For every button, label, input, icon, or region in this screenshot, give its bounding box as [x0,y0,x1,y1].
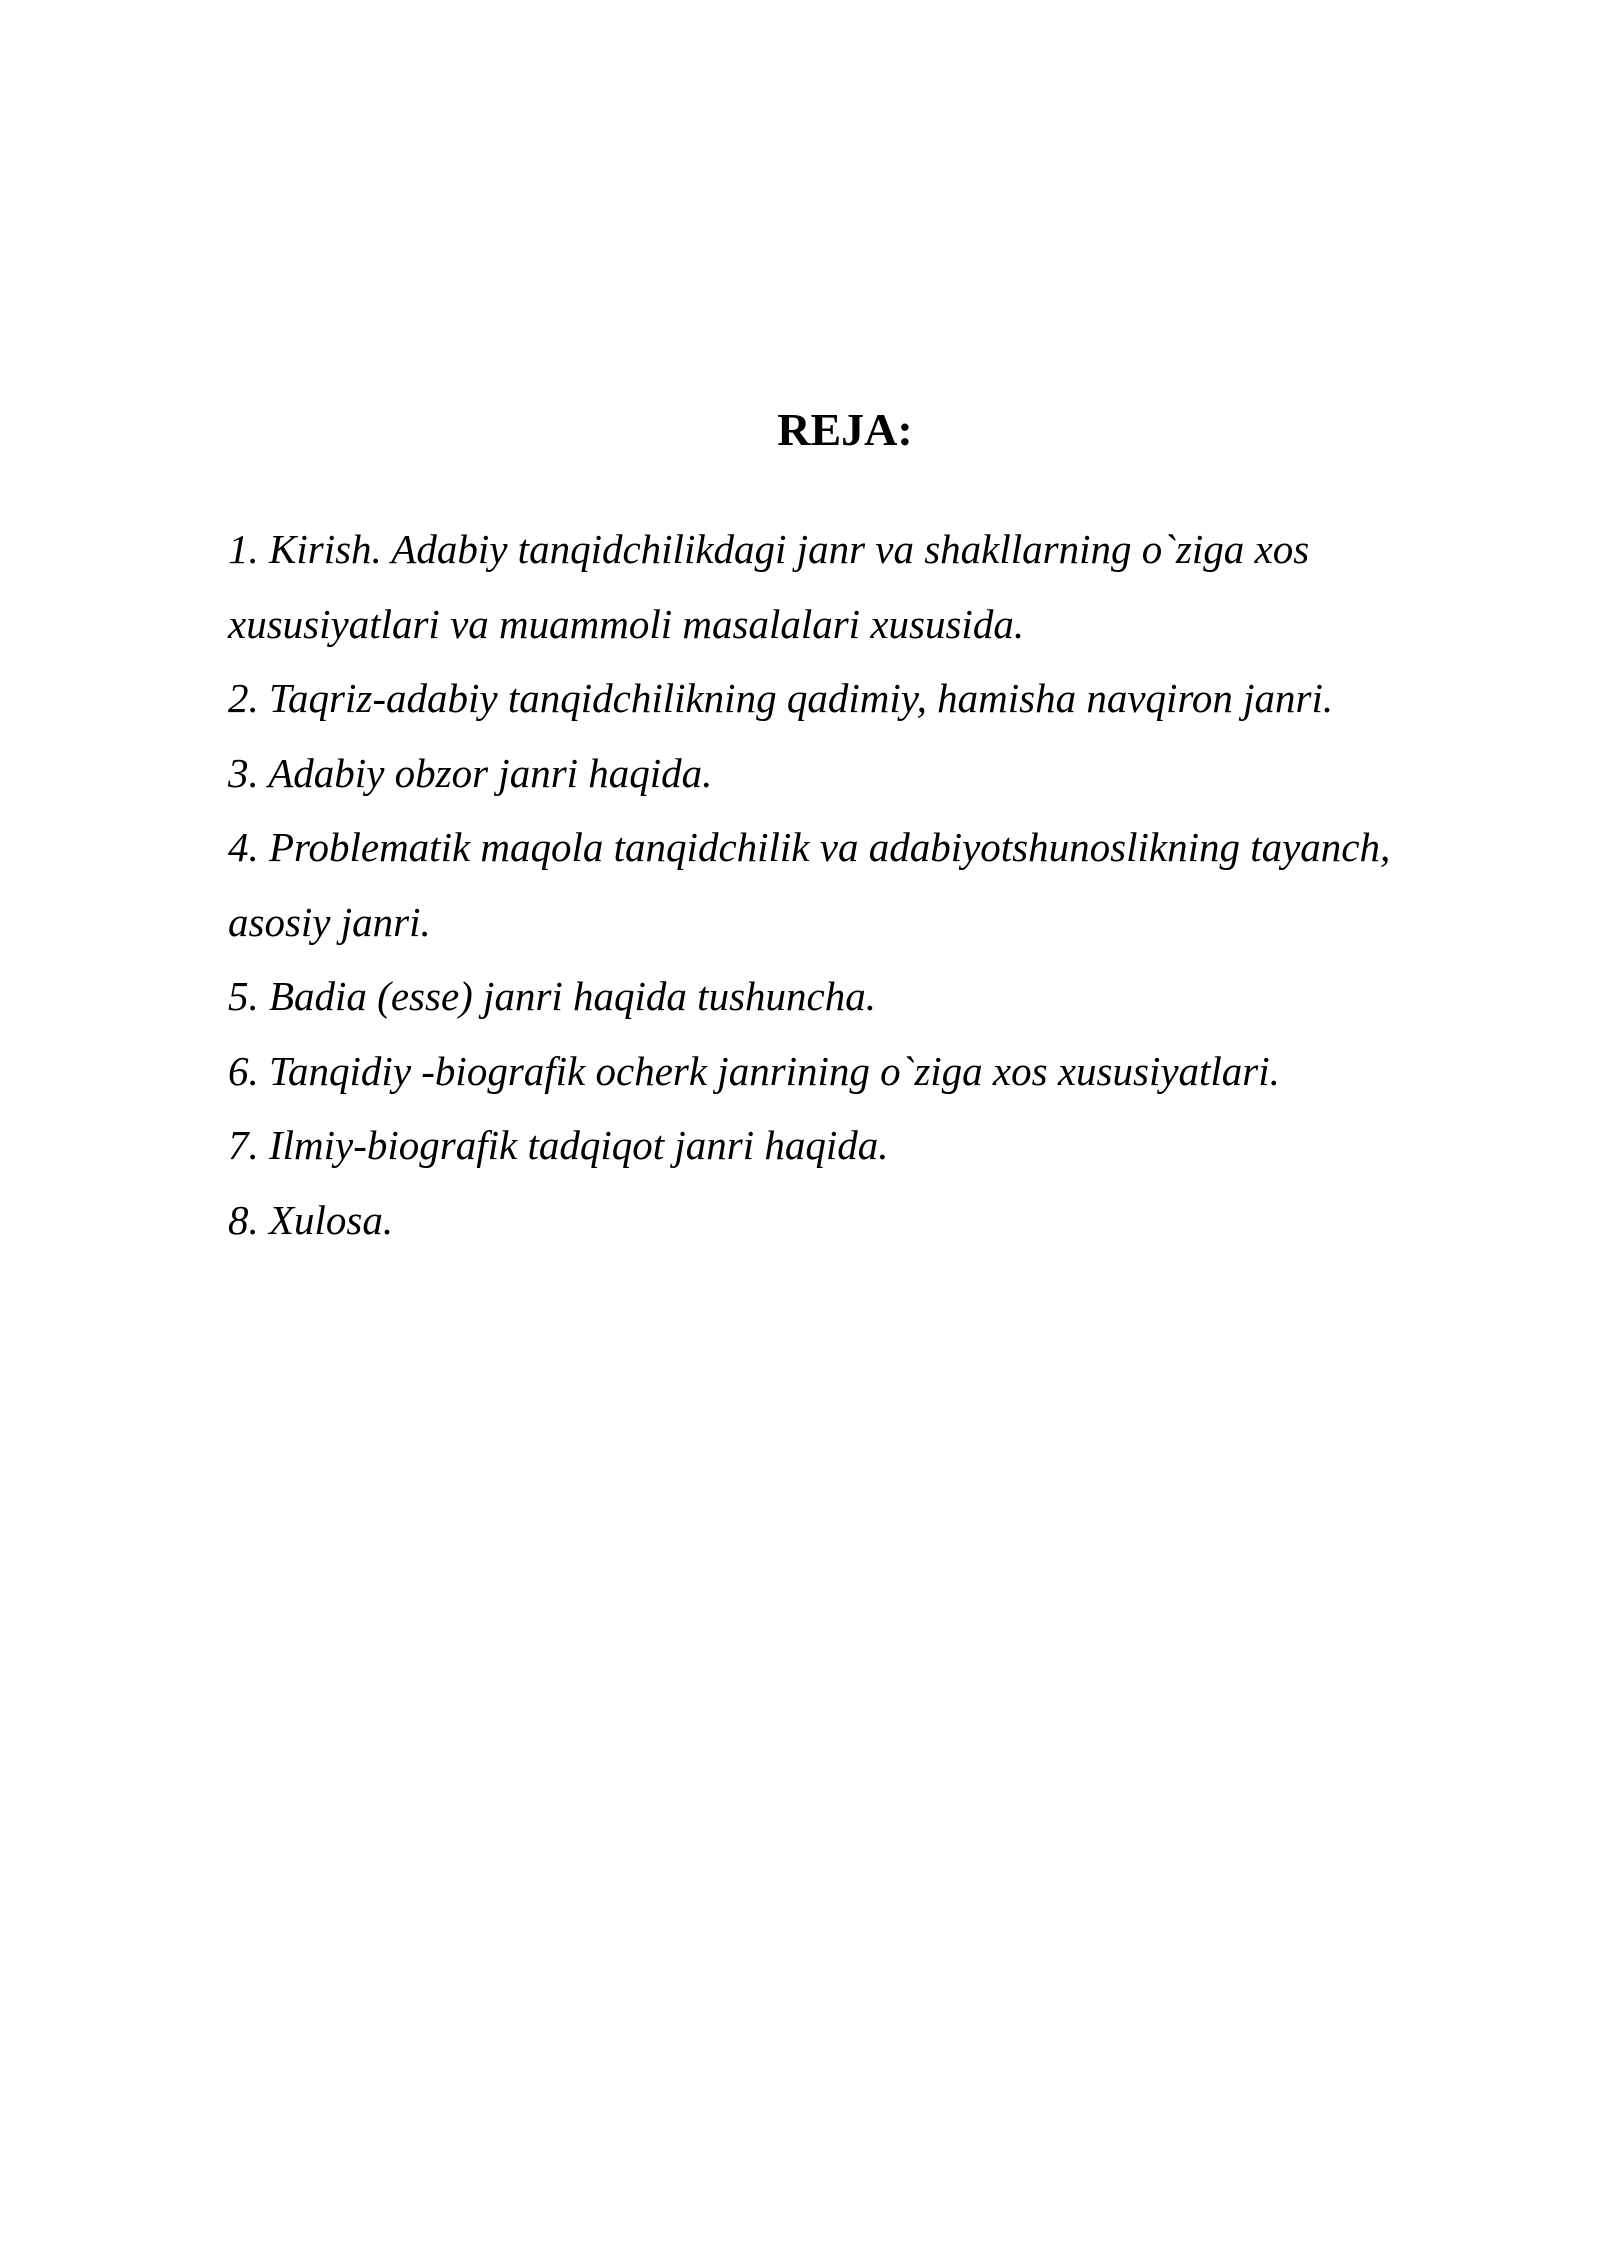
plan-item-3: 3. Adabiy obzor janri haqida. [228,749,713,796]
plan-item-5: 5. Badia (esse) janri haqida tushuncha. [228,973,876,1019]
plan-item-6: 6. Tanqidiy -biografik ocherk janrining o`ziga xos xususiyatlari. [228,1047,1280,1094]
plan-item-2: 2. Taqriz-adabiy tanqidchilikning qadimiy, hamisha navqiron janri. [228,675,1334,721]
plan-item-1: 1. Kirish. Adabiy tanqidchilikdagi janr va shakllarning o`ziga xos xususiyatlari va muammoli masalalari xususida. [228,526,1310,647]
plan-item-7: 7. Ilmiy-biografik tadqiqot janri haqida. [228,1122,889,1168]
plan-list [228,512,1468,1257]
plan-item-8: 8. Xulosa. [228,1196,394,1243]
plan-item-4: 4. Problematik maqola tanqidchilik va adabiyotshunoslikning tayanch, asosiy janri. [228,824,1391,945]
page-title: REJA: [777,404,913,455]
